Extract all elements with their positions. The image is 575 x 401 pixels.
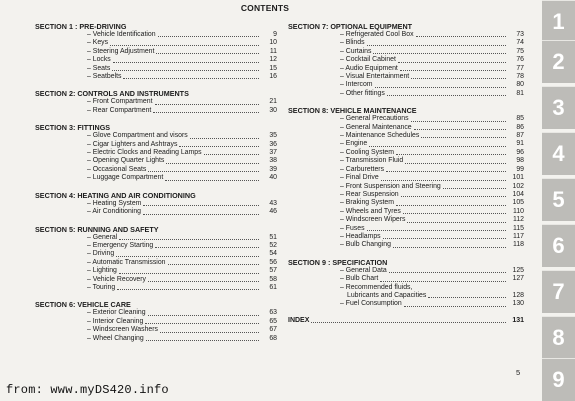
entry-label: – Refrigerated Cool Box — [340, 31, 414, 38]
dot-leader — [411, 78, 506, 79]
toc-entry[interactable] — [288, 31, 524, 39]
entry-page-number: 21 — [269, 98, 277, 106]
toc-entry[interactable] — [35, 259, 277, 267]
entry-label: – Bulb Chart — [340, 275, 379, 283]
toc-entry[interactable] — [288, 199, 524, 207]
toc-section — [288, 106, 524, 250]
entry-page-number: 77 — [516, 64, 524, 72]
entry-label: – Windscreen Washers — [87, 326, 158, 334]
entry-page-number: 39 — [269, 165, 277, 173]
entry-label: – Recommended fluids, — [340, 283, 413, 291]
section-heading: SECTION 3: FITTINGS — [35, 123, 111, 133]
section-tab-6[interactable]: 6 — [542, 224, 575, 267]
entry-page-number: 128 — [512, 291, 524, 299]
dot-leader — [190, 138, 259, 139]
toc-entry[interactable] — [288, 300, 524, 308]
section-tab-3[interactable]: 3 — [542, 86, 575, 129]
entry-label: – Heating System — [87, 199, 142, 207]
toc-entry[interactable] — [35, 39, 277, 47]
entry-page-number: 46 — [269, 208, 277, 216]
source-footer: from: www.myDS420.info — [6, 383, 169, 397]
entry-label: – Carburetters — [340, 165, 385, 173]
section-tab-8[interactable]: 8 — [542, 316, 575, 359]
toc-section — [288, 258, 524, 309]
dot-leader — [387, 95, 506, 96]
toc-entry[interactable] — [288, 124, 524, 132]
dot-leader — [393, 247, 506, 248]
section-tab-5[interactable]: 5 — [542, 178, 575, 221]
dot-leader — [398, 62, 506, 63]
dot-leader — [143, 214, 259, 215]
section-heading: SECTION 7: OPTIONAL EQUIPMENT — [288, 22, 413, 31]
entry-label: – Fuses — [340, 224, 365, 232]
toc-entry[interactable] — [35, 318, 277, 326]
entry-label: – Electric Clocks and Reading Lamps — [87, 149, 202, 157]
section-heading: SECTION 9 : SPECIFICATION — [288, 257, 388, 267]
toc-entry[interactable] — [288, 166, 524, 174]
entry-page-number: 11 — [269, 47, 277, 55]
toc-entry[interactable] — [35, 276, 277, 284]
dot-leader — [396, 154, 506, 155]
toc-section — [35, 89, 277, 115]
toc-entry[interactable] — [35, 65, 277, 73]
dot-leader — [145, 323, 259, 324]
dot-leader — [113, 62, 259, 63]
entry-label: – Seats — [87, 64, 111, 72]
dot-leader — [165, 180, 259, 181]
section-heading: SECTION 8: VEHICLE MAINTENANCE — [288, 106, 417, 116]
dot-leader — [369, 146, 506, 147]
entry-label: – Cocktail Cabinet — [340, 56, 396, 64]
contents-column-left — [35, 22, 277, 351]
dot-leader — [367, 230, 506, 231]
toc-entry[interactable] — [35, 335, 277, 343]
entry-page-number: 102 — [512, 182, 524, 190]
entry-page-number: 118 — [513, 241, 524, 249]
dot-leader — [383, 238, 506, 239]
toc-entry[interactable] — [288, 149, 524, 157]
entry-page-number: 37 — [269, 149, 277, 157]
toc-entry[interactable] — [35, 242, 277, 250]
toc-entry[interactable] — [288, 73, 524, 81]
entry-page-number: 101 — [512, 174, 524, 182]
entry-label: – Transmission Fluid — [340, 157, 404, 165]
toc-entry[interactable] — [35, 73, 277, 81]
entry-label: – Wheel Changing — [87, 334, 144, 342]
entry-page-number: 125 — [512, 266, 524, 274]
entry-label: – Glove Compartment and visors — [87, 132, 188, 140]
entry-label: – Curtains — [340, 47, 372, 55]
entry-label: – Front Compartment — [87, 98, 153, 106]
toc-entry[interactable] — [288, 241, 524, 249]
toc-entry[interactable] — [35, 141, 277, 149]
dot-leader — [143, 205, 259, 206]
toc-entry[interactable] — [35, 174, 277, 182]
toc-entry[interactable] — [35, 31, 277, 39]
entry-page-number: 40 — [269, 174, 277, 182]
entry-page-number: 38 — [269, 157, 277, 165]
section-heading: SECTION 4: HEATING AND AIR CONDITIONING — [35, 190, 196, 200]
entry-label: – Air Conditioning — [87, 208, 142, 216]
entry-page-number: 115 — [513, 224, 524, 232]
entry-page-number: 63 — [269, 309, 277, 317]
toc-section — [35, 225, 277, 293]
dot-leader — [119, 239, 259, 240]
entry-page-number: 15 — [269, 64, 277, 72]
entry-label: – Keys — [87, 39, 109, 47]
entry-page-number: 67 — [269, 326, 277, 334]
index-page-number: 131 — [512, 316, 524, 324]
entry-label: – Windscreen Wipers — [340, 216, 406, 224]
entry-page-number: 10 — [269, 39, 277, 47]
entry-page-number: 75 — [516, 47, 524, 55]
toc-section — [35, 123, 277, 182]
dot-leader — [204, 154, 259, 155]
toc-entry[interactable] — [288, 39, 524, 47]
entry-label: – Rear Compartment — [87, 106, 152, 114]
dot-leader — [381, 180, 506, 181]
entry-page-number: 99 — [516, 165, 524, 173]
dot-leader — [443, 188, 506, 189]
entry-label: – Vehicle Recovery — [87, 275, 146, 283]
toc-section — [288, 22, 524, 98]
entry-page-number: 54 — [269, 250, 277, 258]
entry-label: – Engine — [340, 140, 368, 148]
toc-entry[interactable] — [288, 65, 524, 73]
dot-leader — [166, 163, 259, 164]
toc-entry[interactable] — [35, 250, 277, 258]
toc-entry[interactable] — [35, 200, 277, 208]
toc-entry[interactable] — [35, 98, 277, 106]
dot-leader — [404, 306, 506, 307]
toc-entry[interactable] — [288, 90, 524, 98]
section-heading: SECTION 1 : PRE-DRIVING — [35, 22, 127, 31]
entry-page-number: 86 — [516, 123, 524, 131]
index-entry[interactable] — [288, 317, 524, 325]
entry-label: – Final Drive — [340, 174, 379, 182]
entry-label: Lubricants and Capacities — [347, 291, 427, 299]
entry-label: – Steering Adjustment — [87, 47, 155, 55]
entry-label: – Emergency Starting — [87, 241, 154, 249]
toc-entry[interactable] — [288, 174, 524, 182]
entry-label: – Luggage Compartment — [87, 174, 164, 182]
entry-page-number: 112 — [513, 216, 524, 224]
entry-page-number: 52 — [269, 241, 277, 249]
entry-page-number: 76 — [516, 56, 524, 64]
dot-leader — [119, 273, 259, 274]
entry-page-number: 96 — [516, 148, 524, 156]
toc-entry[interactable] — [288, 233, 524, 241]
entry-label: – Occasional Seats — [87, 165, 147, 173]
dot-leader — [123, 78, 259, 79]
dot-leader — [155, 104, 260, 105]
entry-page-number: 56 — [269, 258, 277, 266]
toc-entry[interactable] — [288, 208, 524, 216]
entry-label: – Headlamps — [340, 232, 381, 240]
entry-label: – Blinds — [340, 39, 365, 47]
entry-page-number: 117 — [513, 232, 524, 240]
entry-page-number: 74 — [516, 39, 524, 47]
entry-label: – Braking System — [340, 199, 394, 207]
entry-label: – General — [87, 233, 118, 241]
section-tab-1[interactable]: 1 — [542, 0, 575, 43]
section-tab-4[interactable]: 4 — [542, 132, 575, 175]
index-label: INDEX — [288, 316, 310, 324]
entry-page-number: 130 — [512, 300, 524, 308]
entry-label: – Lighting — [87, 267, 117, 275]
section-heading: SECTION 2: CONTROLS AND INSTRUMENTS — [35, 89, 189, 99]
contents-column-right — [288, 22, 524, 325]
entry-label: – Exterior Cleaning — [87, 309, 146, 317]
toc-entry[interactable] — [288, 191, 524, 199]
toc-entry[interactable] — [35, 309, 277, 317]
dot-leader — [416, 36, 506, 37]
dot-leader — [311, 322, 506, 323]
entry-page-number: 73 — [516, 31, 524, 38]
entry-label: – General Precautions — [340, 115, 409, 123]
toc-section — [35, 22, 277, 81]
entry-page-number: 78 — [516, 73, 524, 81]
entry-page-number: 104 — [512, 190, 524, 198]
entry-page-number: 127 — [512, 275, 524, 283]
dot-leader — [403, 213, 506, 214]
toc-entry[interactable] — [35, 56, 277, 64]
entry-label: – General Maintenance — [340, 123, 412, 131]
entry-page-number: 61 — [269, 283, 277, 291]
entry-page-number: 12 — [269, 56, 277, 64]
toc-entry[interactable] — [288, 157, 524, 165]
entry-label: – Visual Entertainment — [340, 73, 410, 81]
dot-leader — [148, 171, 259, 172]
toc-entry[interactable] — [288, 292, 524, 300]
entry-label: – Locks — [87, 56, 111, 64]
toc-entry[interactable] — [288, 48, 524, 56]
toc-entry[interactable] — [35, 132, 277, 140]
dot-leader — [407, 222, 506, 223]
dot-leader — [373, 53, 506, 54]
dot-leader — [386, 171, 506, 172]
entry-label: – Automatic Transmission — [87, 258, 166, 266]
section-heading: SECTION 6: VEHICLE CARE — [35, 300, 131, 310]
entry-label: – Intercom — [340, 81, 373, 89]
entry-label: – Cooling System — [340, 148, 395, 156]
toc-entry[interactable] — [35, 48, 277, 56]
entry-label: – Wheels and Tyres — [340, 207, 401, 215]
entry-page-number: 81 — [516, 89, 524, 97]
entry-label: – General Data — [340, 266, 387, 274]
section-tab-9[interactable]: 9 — [542, 358, 575, 401]
page-number: 5 — [516, 368, 521, 377]
dot-leader — [148, 281, 259, 282]
dot-leader — [158, 36, 259, 37]
entry-label: – Fuel Consumption — [340, 300, 402, 308]
entry-label: – Front Suspension and Steering — [340, 182, 441, 190]
toc-entry[interactable] — [35, 166, 277, 174]
dot-leader — [179, 146, 259, 147]
entry-label: – Seatbelts — [87, 73, 122, 81]
toc-entry[interactable] — [35, 208, 277, 216]
section-heading: SECTION 5: RUNNING AND SAFETY — [35, 224, 159, 234]
entry-label: – Touring — [87, 283, 116, 291]
entry-page-number: 9 — [273, 31, 277, 38]
toc-entry[interactable] — [35, 326, 277, 334]
dot-leader — [153, 112, 259, 113]
section-tab-7[interactable]: 7 — [542, 270, 575, 313]
entry-page-number: 65 — [269, 317, 277, 325]
dot-leader — [116, 256, 259, 257]
toc-entry[interactable] — [288, 115, 524, 123]
toc-section — [35, 191, 277, 217]
toc-entry[interactable] — [288, 56, 524, 64]
toc-entry[interactable] — [35, 107, 277, 115]
entry-page-number: 85 — [516, 115, 524, 123]
entry-label: – Other fittings — [340, 89, 385, 97]
dot-leader — [421, 137, 506, 138]
dot-leader — [110, 45, 259, 46]
dot-leader — [414, 129, 506, 130]
dot-leader — [367, 45, 506, 46]
entry-label: – Opening Quarter Lights — [87, 157, 165, 165]
entry-page-number: 91 — [516, 140, 524, 148]
dot-leader — [400, 70, 506, 71]
dot-leader — [428, 297, 506, 298]
entry-page-number: 105 — [512, 199, 524, 207]
dot-leader — [380, 281, 506, 282]
page-title: CONTENTS — [240, 3, 290, 13]
entry-page-number: 80 — [516, 81, 524, 89]
toc-entry[interactable] — [288, 140, 524, 148]
toc-entry[interactable] — [288, 284, 524, 292]
dot-leader — [117, 289, 259, 290]
toc-entry[interactable] — [288, 267, 524, 275]
dot-leader — [155, 247, 259, 248]
entry-page-number: 87 — [516, 132, 524, 140]
toc-entry[interactable] — [288, 216, 524, 224]
dot-leader — [146, 340, 259, 341]
toc-entry[interactable] — [35, 267, 277, 275]
entry-label: – Cigar Lighters and Ashtrays — [87, 140, 178, 148]
entry-label: – Driving — [87, 250, 115, 258]
entry-label: – Interior Cleaning — [87, 317, 144, 325]
entry-page-number: 58 — [269, 275, 277, 283]
dot-leader — [168, 264, 259, 265]
entry-label: – Vehicle Identification — [87, 31, 156, 38]
dot-leader — [401, 196, 506, 197]
entry-page-number: 57 — [269, 267, 277, 275]
entry-page-number: 43 — [269, 199, 277, 207]
toc-entry[interactable] — [35, 149, 277, 157]
dot-leader — [160, 332, 259, 333]
toc-entry[interactable] — [35, 234, 277, 242]
entry-page-number: 35 — [269, 132, 277, 140]
entry-page-number: 16 — [269, 73, 277, 81]
entry-label: – Audio Equipment — [340, 64, 398, 72]
dot-leader — [405, 163, 506, 164]
toc-entry[interactable] — [288, 225, 524, 233]
dot-leader — [411, 121, 506, 122]
entry-page-number: 110 — [513, 207, 524, 215]
entry-page-number: 30 — [269, 106, 277, 114]
dot-leader — [156, 53, 259, 54]
dot-leader — [148, 315, 259, 316]
toc-entry[interactable] — [35, 284, 277, 292]
section-tabs — [542, 0, 575, 400]
toc-entry[interactable] — [288, 183, 524, 191]
section-tab-2[interactable]: 2 — [542, 40, 575, 83]
dot-leader — [389, 272, 506, 273]
entry-label: – Maintenance Schedules — [340, 132, 420, 140]
toc-entry[interactable] — [288, 81, 524, 89]
toc-entry[interactable] — [288, 132, 524, 140]
toc-entry[interactable] — [35, 157, 277, 165]
dot-leader — [375, 87, 506, 88]
dot-leader — [396, 205, 506, 206]
entry-page-number: 98 — [516, 157, 524, 165]
entry-label: – Bulb Changing — [340, 241, 391, 249]
toc-entry[interactable] — [288, 275, 524, 283]
entry-label: – Rear Suspension — [340, 190, 399, 198]
toc-section — [35, 300, 277, 343]
entry-page-number: 36 — [269, 140, 277, 148]
dot-leader — [112, 70, 259, 71]
entry-page-number: 68 — [269, 334, 277, 342]
entry-page-number: 51 — [269, 233, 277, 241]
